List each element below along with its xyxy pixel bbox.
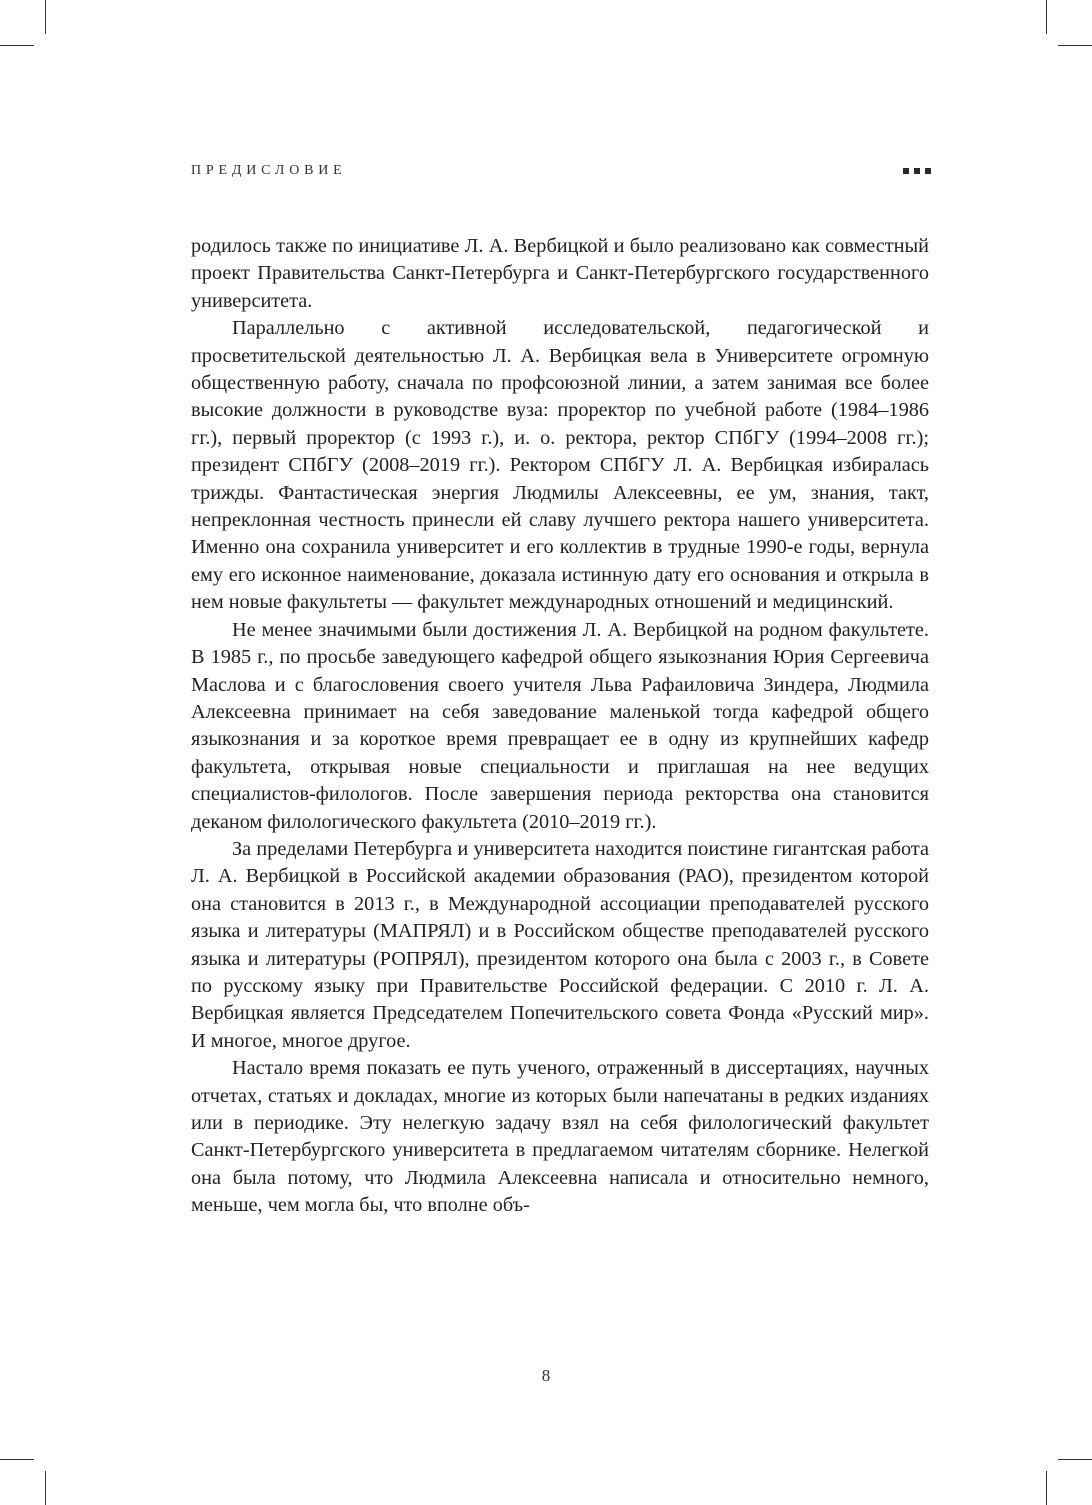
- crop-mark-top-right-horizontal: [1058, 45, 1092, 46]
- body-text: [191, 233, 929, 1220]
- page-number: 8: [541, 1366, 551, 1385]
- crop-mark-top-left-vertical: [45, 0, 46, 34]
- crop-mark-bottom-right-vertical: [1046, 1471, 1047, 1505]
- crop-mark-top-right-vertical: [1046, 0, 1047, 34]
- paragraph: Настало время показать ее путь ученого, отраженный в диссертациях, научных отчетах, статьях и докладах, многие из которых были напечатаны в редких изданиях или в периодике. Эту нелегкую задачу взял на себя филологический факультет Санкт-Петербургского университета в предлагаемом читателям сборнике. Нелегкой она была потому, что Людмила Алексеевна написала и относительно немного, меньше, чем могла бы, что вполне объ-: [191, 1057, 929, 1217]
- ornament-square: [914, 168, 920, 174]
- crop-mark-bottom-right-horizontal: [1058, 1459, 1092, 1460]
- running-head: ПРЕДИСЛОВИЕ: [191, 163, 347, 178]
- paragraph: Параллельно с активной исследовательской, педагогической и просветительской деятельностью Л. А. Вербицкая вела в Университете огромную общественную работу, сначала по профсоюзной линии, а затем занимая все более высокие должности в руководстве вуза: проректор по учебной работе (1984–1986 гг.), первый проректор (с 1993 г.), и. о. ректора, ректор СПбГУ (1994–2008 гг.); президент СПбГУ (2008–2019 гг.). Ректором СПбГУ Л. А. Вербицкая избиралась трижды. Фантастическая энергия Людмилы Алексеевны, ее ум, знания, такт, непреклонная честность принесли ей славу лучшего ректора нашего университета. Именно она сохранила университет и его коллектив в трудные 1990-е годы, вернула ему его исконное наименование, доказала истинную дату его основания и открыла в нем новые факультеты — факультет международных отношений и медицинский.: [191, 317, 929, 614]
- paragraph: За пределами Петербурга и университета находится поистине гигантская работа Л. А. Вербицкой в Российской академии образования (РАО), президентом которой она становится в 2013 г., в Международной ассоциации преподавателей русского языка и литературы (МАПРЯЛ) и в Российском обществе преподавателей русского языка и литературы (РОПРЯЛ), президентом которого она была с 2003 г., в Совете по русскому языку при Правительстве Российской федерации. С 2010 г. Л. А. Вербицкая является Председателем Попечительского совета Фонда «Русский мир». И многое, многое другое.: [191, 837, 929, 1052]
- running-head-ornament: [903, 168, 931, 174]
- crop-mark-top-left-horizontal: [0, 45, 34, 46]
- crop-mark-bottom-left-vertical: [45, 1471, 46, 1505]
- ornament-square: [925, 168, 931, 174]
- ornament-square: [903, 168, 909, 174]
- paragraph-continued: родилось также по инициативе Л. А. Вербицкой и было реализовано как совместный проект Правительства Санкт-Петербурга и Санкт-Петербургского государственного университета.: [191, 235, 929, 312]
- paragraph: Не менее значимыми были достижения Л. А. Вербицкой на родном факультете. В 1985 г., по просьбе заведующего кафедрой общего языкознания Юрия Сергеевича Маслова и с благословения своего учителя Льва Рафаиловича Зиндера, Людмила Алексеевна принимает на себя заведование маленькой тогда кафедрой общего языкознания и за короткое время превращает ее в одну из крупнейших кафедр факультета, открывая новые специальности и приглашая на нее ведущих специалистов-филологов. После завершения периода ректорства она становится деканом филологического факультета (2010–2019 гг.).: [191, 618, 929, 833]
- crop-mark-bottom-left-horizontal: [0, 1459, 34, 1460]
